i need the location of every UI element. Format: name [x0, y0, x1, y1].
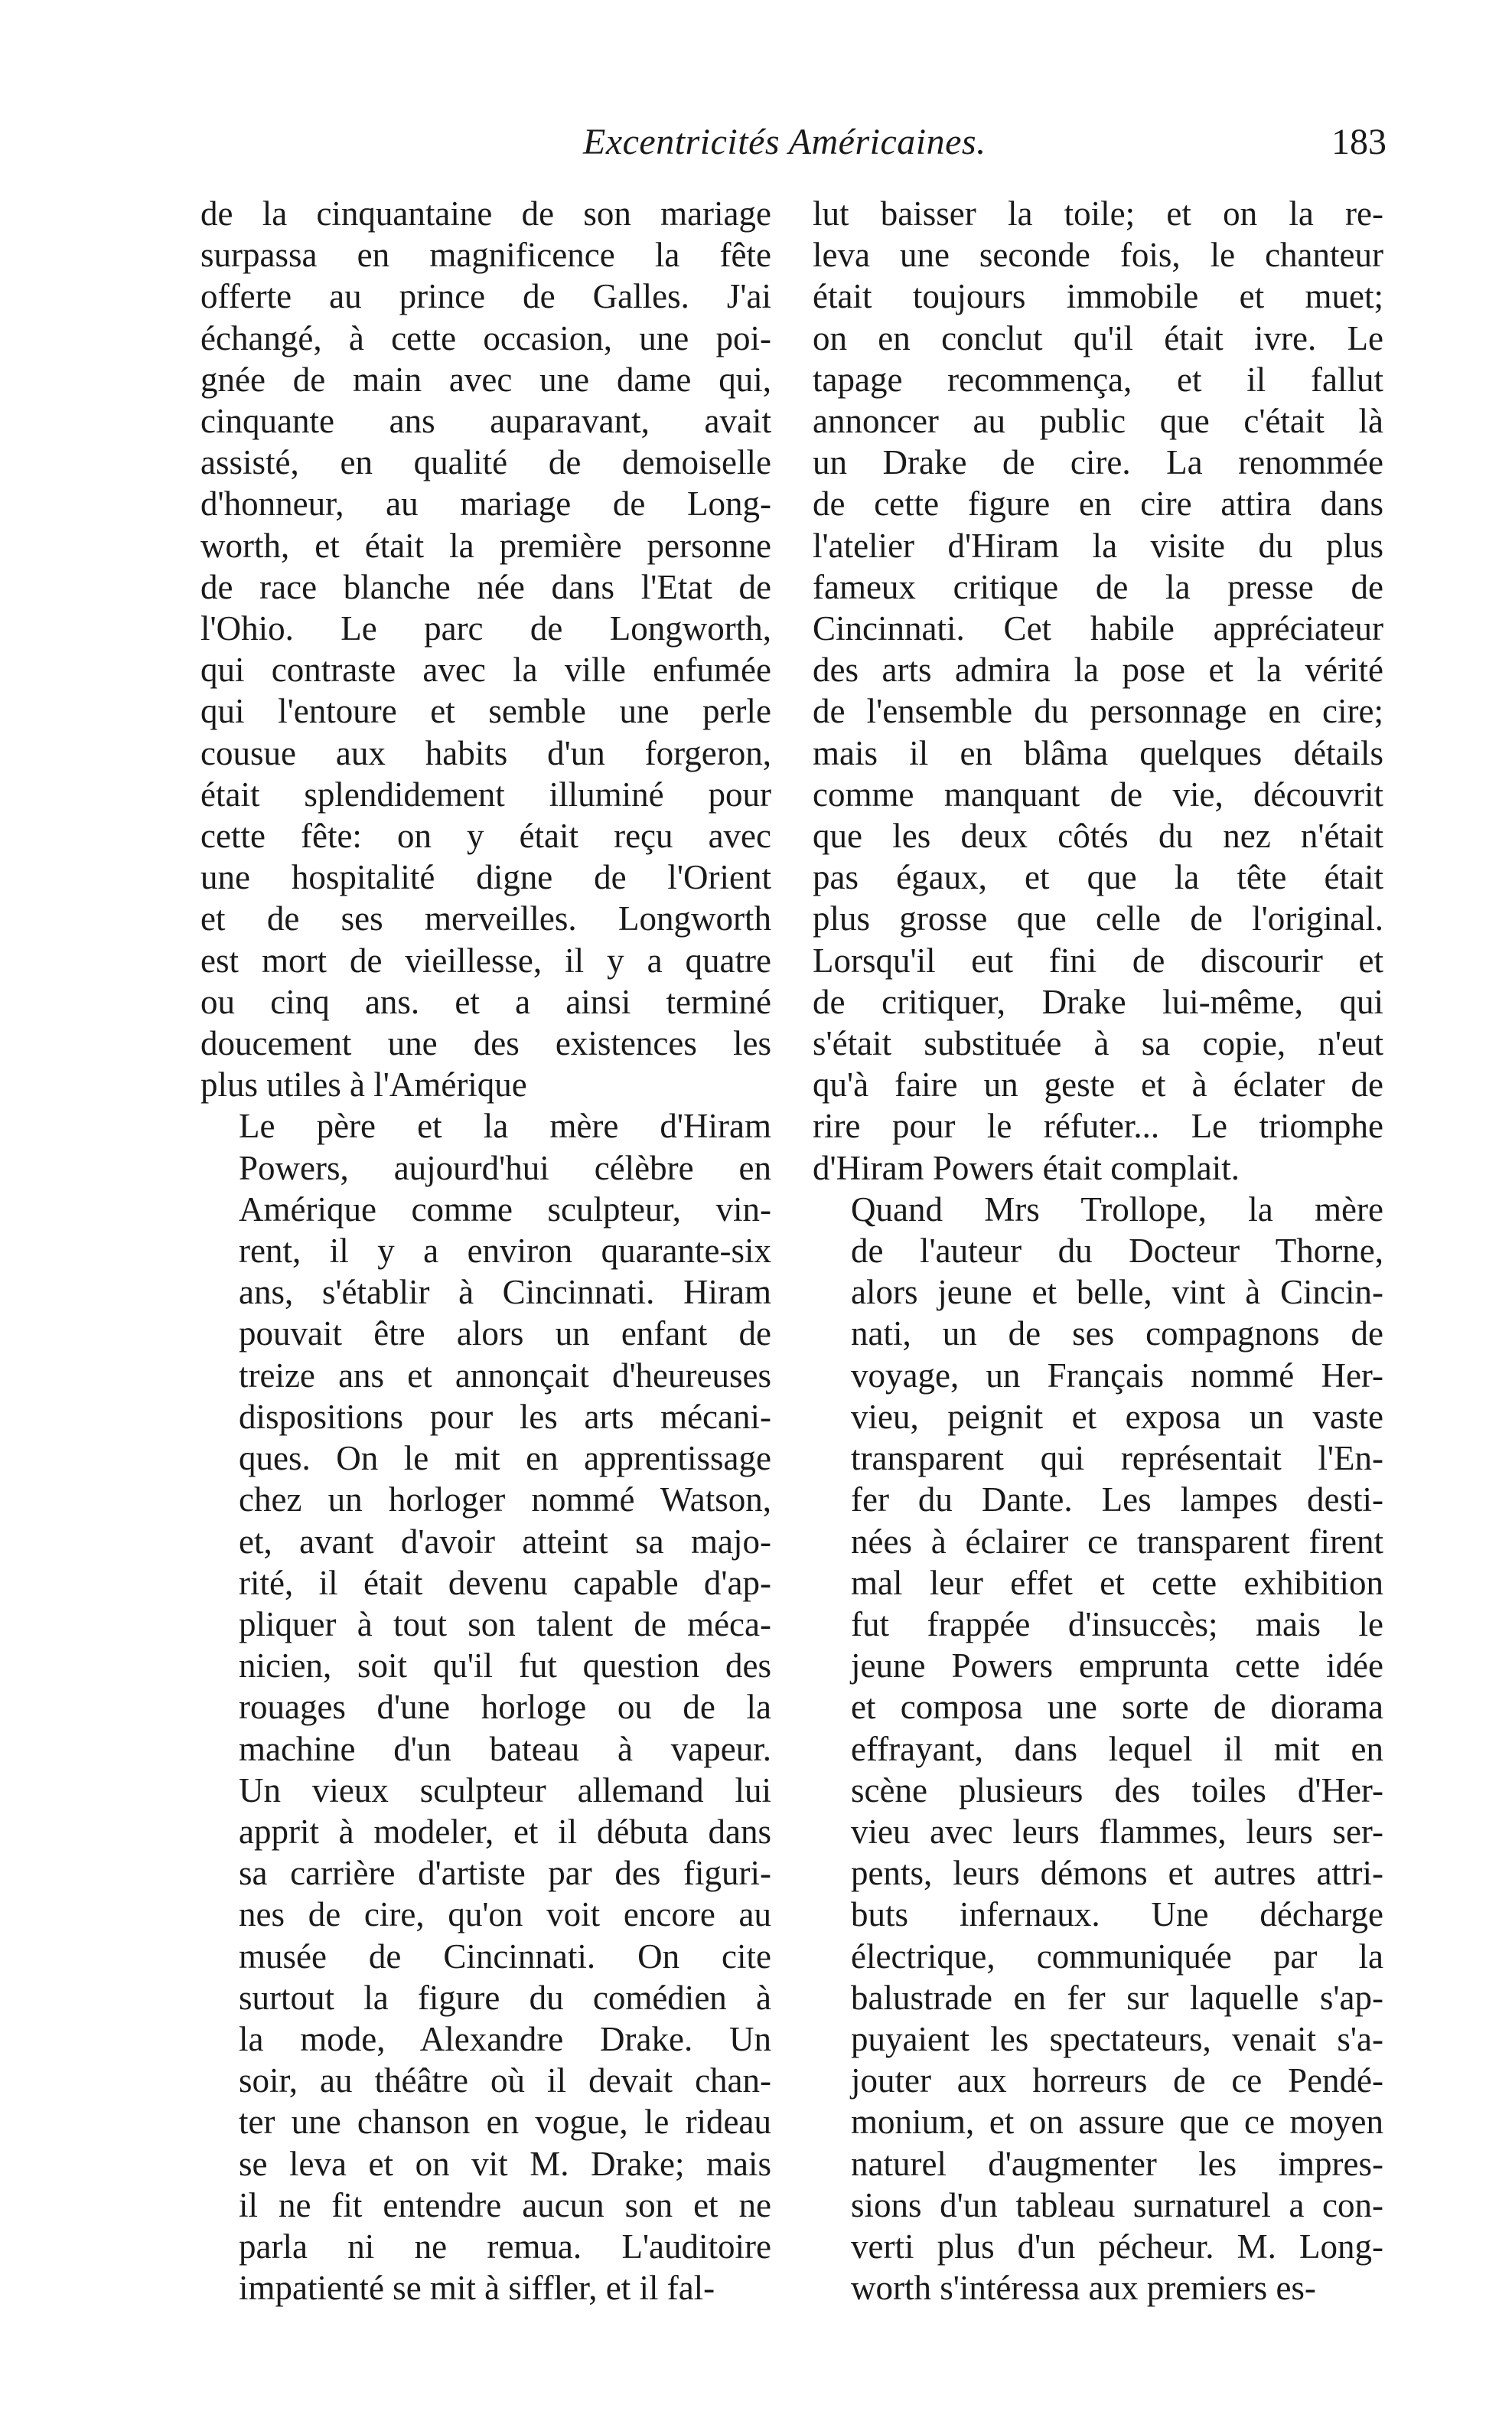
text-line: ou cinq ans. et a ainsi terminé: [200, 982, 771, 1021]
text-line: de cette figure en cire attira dans: [813, 485, 1383, 524]
text-line: Powers, aujourd'hui célèbre en: [239, 1148, 771, 1187]
text-line: pas égaux, et que la tête était: [813, 858, 1383, 897]
text-line: l'atelier d'Hiram la visite du plus: [813, 526, 1383, 565]
text-line: surpassa en magnificence la fête: [200, 236, 771, 275]
text-line: vieu, peignit et exposa un vaste: [851, 1397, 1383, 1436]
text-line: de l'ensemble du personnage en cire;: [813, 692, 1383, 731]
text-line: assisté, en qualité de demoiselle: [200, 443, 771, 482]
text-line: on en conclut qu'il était ivre. Le: [813, 318, 1383, 357]
text-line: d'honneur, au mariage de Long-: [200, 485, 771, 524]
text-line: se leva et on vit M. Drake; mais: [239, 2144, 771, 2183]
right-column: [813, 193, 1383, 2309]
text-line: ques. On le mit en apprentissage: [239, 1439, 771, 1478]
text-line: scène plusieurs des toiles d'Her-: [851, 1770, 1383, 1809]
text-line: monium, et on assure que ce moyen: [851, 2103, 1383, 2142]
text-line: de la cinquantaine de son mariage: [200, 194, 771, 233]
text-line: que les deux côtés du nez n'était: [813, 817, 1383, 856]
left-column: [200, 193, 771, 2309]
text-line: rité, il était devenu capable d'ap-: [239, 1563, 771, 1602]
text-line: plus utiles à l'Amérique: [200, 1065, 527, 1105]
text-line: sa carrière d'artiste par des figuri-: [239, 1854, 771, 1893]
page-number: 183: [1331, 122, 1387, 162]
text-line: Un vieux sculpteur allemand lui: [239, 1770, 771, 1809]
text-line: et, avant d'avoir atteint sa majo-: [239, 1522, 771, 1561]
text-line: worth, et était la première personne: [200, 526, 771, 565]
text-line: mais il en blâma quelques détails: [813, 733, 1383, 772]
text-line: voyage, un Français nommé Her-: [851, 1356, 1383, 1395]
text-line: sions d'un tableau surnaturel a con-: [851, 2185, 1383, 2224]
text-line: cousue aux habits d'un forgeron,: [200, 733, 771, 772]
text-line: parla ni ne remua. L'auditoire: [239, 2227, 771, 2266]
text-line: surtout la figure du comédien à: [239, 1978, 771, 2017]
text-line: offerte au prince de Galles. J'ai: [200, 277, 771, 316]
text-line: s'était substituée à sa copie, n'eut: [813, 1024, 1383, 1063]
text-line: soir, au théâtre où il devait chan-: [239, 2061, 771, 2100]
text-line: cinquante ans auparavant, avait: [200, 402, 771, 441]
text-line: et de ses merveilles. Longworth: [200, 899, 771, 938]
text-line: était toujours immobile et muet;: [813, 277, 1383, 316]
text-line: rire pour le réfuter... Le triomphe: [813, 1107, 1383, 1146]
text-line: de l'auteur du Docteur Thorne,: [851, 1232, 1383, 1271]
text-line: l'Ohio. Le parc de Longworth,: [200, 609, 771, 648]
text-line: vieu avec leurs flammes, leurs ser-: [851, 1812, 1383, 1851]
text-line: fameux critique de la presse de: [813, 567, 1383, 606]
text-line: transparent qui représentait l'En-: [851, 1439, 1383, 1478]
text-line: puyaient les spectateurs, venait s'a-: [851, 2019, 1383, 2058]
text-line: nes de cire, qu'on voit encore au: [239, 1895, 771, 1934]
text-line: machine d'un bateau à vapeur.: [239, 1729, 771, 1768]
text-line: une hospitalité digne de l'Orient: [200, 858, 771, 897]
text-line: buts infernaux. Une décharge: [851, 1895, 1383, 1934]
text-line: naturel d'augmenter les impres-: [851, 2144, 1383, 2183]
text-line: pliquer à tout son talent de méca-: [239, 1604, 771, 1643]
text-line: chez un horloger nommé Watson,: [239, 1480, 771, 1519]
paragraph-trollope-diorama: [813, 1189, 1383, 2309]
running-head: [200, 121, 1387, 167]
paragraph-drake-wax-figure: [813, 193, 1383, 1189]
text-line: jeune Powers emprunta cette idée: [851, 1646, 1383, 1685]
text-line: leva une seconde fois, le chanteur: [813, 236, 1383, 275]
text-line: rouages d'une horloge ou de la: [239, 1688, 771, 1727]
text-line: lut baisser la toile; et on la re-: [813, 194, 1383, 233]
text-line: il ne fit entendre aucun son et ne: [239, 2185, 771, 2224]
text-line: qu'à faire un geste et à éclater de: [813, 1065, 1383, 1105]
text-line: dispositions pour les arts mécani-: [239, 1397, 771, 1436]
text-line: de critiquer, Drake lui-même, qui: [813, 982, 1383, 1021]
text-line: annoncer au public que c'était là: [813, 402, 1383, 441]
text-line: gnée de main avec une dame qui,: [200, 360, 771, 399]
text-line: doucement une des existences les: [200, 1024, 771, 1063]
text-line: électrique, communiquée par la: [851, 1937, 1383, 1976]
text-line: rent, il y a environ quarante-six: [239, 1232, 771, 1271]
text-line: pents, leurs démons et autres attri-: [851, 1854, 1383, 1893]
text-line: jouter aux horreurs de ce Pendé-: [851, 2061, 1383, 2100]
text-line: qui l'entoure et semble une perle: [200, 692, 771, 731]
text-line: de race blanche née dans l'Etat de: [200, 567, 771, 606]
text-line: fer du Dante. Les lampes desti-: [851, 1480, 1383, 1519]
text-line: échangé, à cette occasion, une poi-: [200, 318, 771, 357]
text-line: worth s'intéressa aux premiers es-: [851, 2269, 1316, 2308]
text-line: Cincinnati. Cet habile appréciateur: [813, 609, 1383, 648]
text-line: fut frappée d'insuccès; mais le: [851, 1604, 1383, 1643]
text-line: tapage recommença, et il fallut: [813, 360, 1383, 399]
text-line: était splendidement illuminé pour: [200, 775, 771, 814]
text-line: impatienté se mit à siffler, et il fal-: [239, 2269, 715, 2308]
text-line: et composa une sorte de diorama: [851, 1688, 1383, 1727]
text-line: pouvait être alors un enfant de: [239, 1314, 771, 1353]
text-line: effrayant, dans lequel il mit en: [851, 1729, 1383, 1768]
text-line: musée de Cincinnati. On cite: [239, 1937, 771, 1976]
text-line: des arts admira la pose et la vérité: [813, 651, 1383, 690]
text-line: balustrade en fer sur laquelle s'ap-: [851, 1978, 1383, 2017]
text-line: est mort de vieillesse, il y a quatre: [200, 941, 771, 980]
paragraph-hiram-powers: [200, 1105, 771, 2309]
text-line: apprit à modeler, et il débuta dans: [239, 1812, 771, 1851]
text-line: comme manquant de vie, découvrit: [813, 775, 1383, 814]
text-line: ans, s'établir à Cincinnati. Hiram: [239, 1273, 771, 1312]
text-line: un Drake de cire. La renommée: [813, 443, 1383, 482]
text-line: mal leur effet et cette exhibition: [851, 1563, 1383, 1602]
text-line: nati, un de ses compagnons de: [851, 1314, 1383, 1353]
text-line: cette fête: on y était reçu avec: [200, 817, 771, 856]
text-line: alors jeune et belle, vint à Cincin-: [851, 1273, 1383, 1312]
text-line: qui contraste avec la ville enfumée: [200, 651, 771, 690]
text-line: nicien, soit qu'il fut question des: [239, 1646, 771, 1685]
text-line: Le père et la mère d'Hiram: [239, 1107, 771, 1146]
text-line: Amérique comme sculpteur, vin-: [239, 1189, 771, 1229]
text-line: nées à éclairer ce transparent firent: [851, 1522, 1383, 1561]
text-line: d'Hiram Powers était complait.: [813, 1148, 1240, 1187]
text-line: ter une chanson en vogue, le rideau: [239, 2103, 771, 2142]
text-line: Quand Mrs Trollope, la mère: [851, 1189, 1383, 1229]
text-line: la mode, Alexandre Drake. Un: [239, 2019, 771, 2058]
text-line: treize ans et annonçait d'heureuses: [239, 1356, 771, 1395]
text-line: verti plus d'un pécheur. M. Long-: [851, 2227, 1383, 2266]
text-line: Lorsqu'il eut fini de discourir et: [813, 941, 1383, 980]
text-line: plus grosse que celle de l'original.: [813, 899, 1383, 938]
running-title: Excentricités Américaines.: [583, 122, 986, 162]
paragraph-longworth-celebration: [200, 193, 771, 1105]
